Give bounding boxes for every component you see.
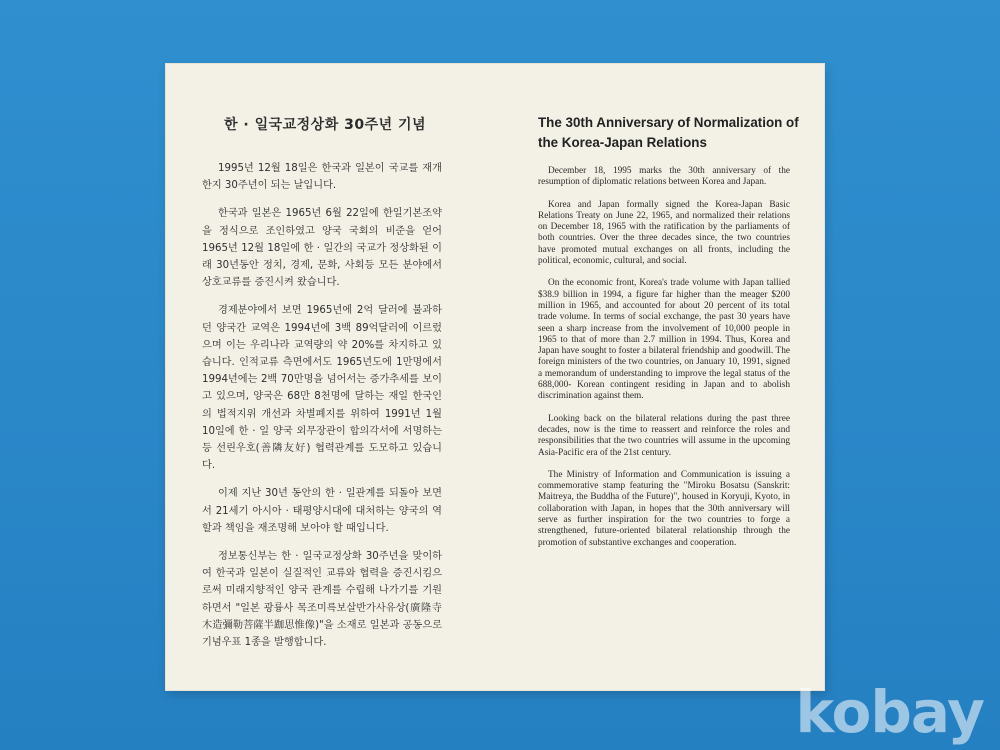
english-paragraph: Korea and Japan formally signed the Korea-Japan Basic Relations Treaty on June 22, 1965, and normalized their relations on December 18, 1965 with the ratification by the parliaments of both countries. Over the three decades since, the two countries have promoted mutual exchanges on all fronts, including the political, economic, cultural, and social.: [538, 199, 790, 267]
english-text-column: [538, 166, 790, 560]
kobay-watermark: kobay: [795, 678, 984, 746]
korean-paragraph: 경제분야에서 보면 1965년에 2억 달러에 불과하던 양국간 교역은 1994년에 3백 89억달러에 이르렀으며 이는 우리나라 교역량의 약 20%를 차지하고 있습니다. 인적교류 측면에서도 1965년도에 1만명에서 1994년에는 2백 70만명을 넘어서는 증가추세를 보이고 있으며, 양국은 68만 8천명에 달하는 재일 한국인의 법적지위 개선과 차별폐지를 위하여 1991년 1월 10일에 한 · 일 양국 외무장관이 합의각서에 서명하는등 선린우호(善隣友好) 협력관계를 도모하고 있습니다.: [202, 305, 442, 472]
english-paragraph: The Ministry of Information and Communication is issuing a commemorative stamp featuring the "Miroku Bosatsu (Sanskrit: Maitreya, the Buddha of the Future)", housed in Koryuji, Kyoto, in collaboration with Japan, in hopes that the 30th anniversary will serve as further inspiration for the two countries to forge a strengthened, future-oriented bilateral relationship through the promotion of substantive exchanges and cooperation.: [538, 469, 790, 548]
english-paragraph: December 18, 1995 marks the 30th anniversary of the resumption of diplomatic relations between Korea and Japan.: [538, 166, 790, 188]
document-sheet: [166, 64, 824, 690]
english-paragraph: Looking back on the bilateral relations during the past three decades, now is the time to reassert and reinforce the roles and responsibilities that the two countries will assume in the upcoming Asia-Pacific era of the 21st century.: [538, 413, 790, 458]
korean-text-column: [202, 160, 442, 662]
korean-paragraph: 1995년 12월 18일은 한국과 일본이 국교를 재개한지 30주년이 되는 날입니다.: [202, 163, 442, 192]
english-title: The 30th Anniversary of Normalization of the Korea-Japan Relations: [538, 115, 799, 150]
korean-paragraph: 정보통신부는 한 · 일국교정상화 30주년을 맞이하여 한국과 일본이 실질적인 교류와 협력을 증진시킴으로써 미래지향적인 양국 관계를 수립해 나가기를 기원하면서 "일본 광륭사 목조미륵보살반가사유상(廣隆寺 木造彌勒菩薩半跏思惟像)"을 소재로 일본과 공동으로 기념우표 1종을 발행합니다.: [202, 551, 442, 649]
korean-title: 한 · 일국교정상화 30주년 기념: [224, 117, 427, 133]
english-paragraph: On the economic front, Korea's trade volume with Japan tallied $38.9 billion in 1994, a figure far higher than the meager $200 million in 1965, and accounted for about 20 percent of its total trade volume. In terms of social exchange, the past 30 years have seen a sharp increase from the involvement of 10,000 people in 1965 to that of more than 2.7 million in 1994. Thus, Korea and Japan have sought to foster a bilateral friendship and goodwill. The foreign ministers of the two countries, on January 10, 1991, signed a memorandum of understanding to improve the legal status of the 688,000- Korean contingent residing in Japan and to abolish discrimination against them.: [538, 278, 790, 402]
korean-paragraph: 한국과 일본은 1965년 6월 22일에 한일기본조약을 정식으로 조인하였고 양국 국회의 비준을 얻어 1965년 12월 18일에 한 · 일간의 국교가 정상화된 이래 30년동안 정치, 경제, 문화, 사회등 모든 분야에서 상호교류를 증진시켜 왔습니다.: [202, 208, 442, 289]
korean-paragraph: 이제 지난 30년 동안의 한 · 일관계를 되돌아 보면서 21세기 아시아 · 태평양시대에 대처하는 양국의 역할과 책임을 재조명해 보아야 할 때입니다.: [202, 488, 442, 534]
